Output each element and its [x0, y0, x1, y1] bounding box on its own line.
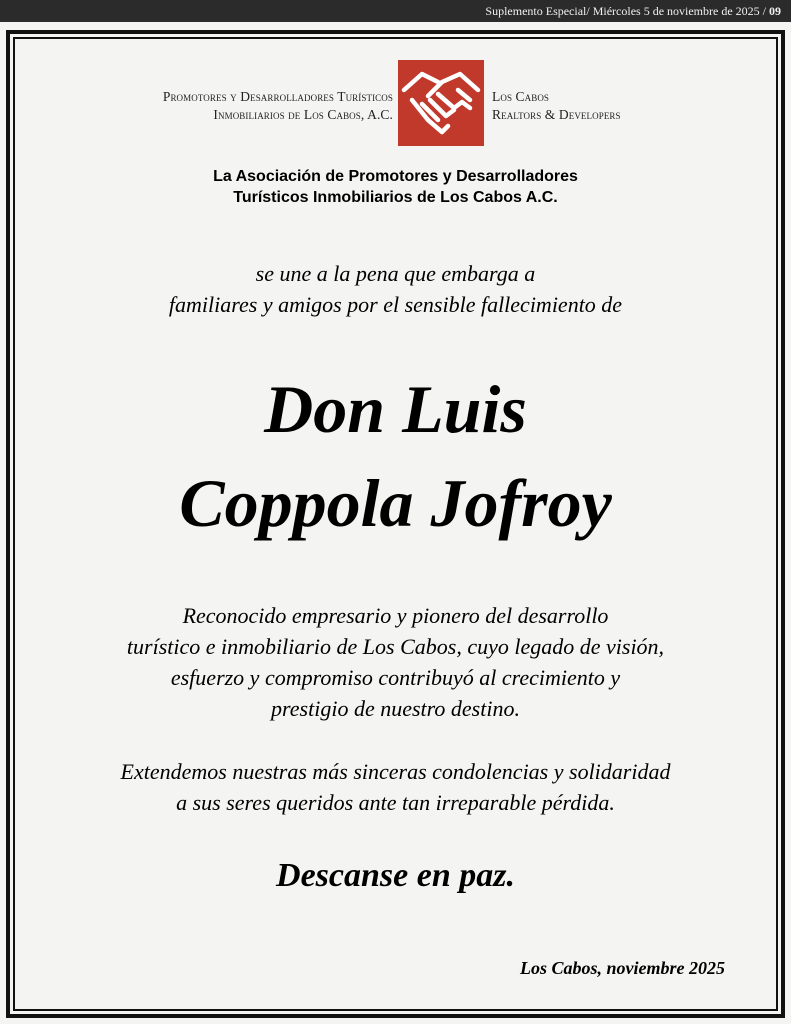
logo-right-line-1: Los Cabos [492, 89, 550, 104]
rest-in-peace: Descanse en paz. [276, 857, 515, 894]
association-line-1: La Asociación de Promotores y Desarrolladores [213, 168, 578, 185]
logo-left-line-1: Promotores y Desarrolladores Turísticos [162, 89, 393, 104]
association-name [0, 166, 791, 208]
intro-text [0, 258, 791, 320]
deceased-name [0, 362, 791, 550]
logo-right-line-2: Realtors & Developers [492, 107, 621, 122]
tribute-line-4: prestigio de nuestro destino. [271, 696, 520, 721]
page-number: 09 [769, 4, 781, 18]
condolences-line-1: Extendemos nuestras más sinceras condolencias y solidaridad [120, 759, 671, 784]
intro-line-2: familiares y amigos por el sensible fallecimiento de [168, 292, 623, 317]
association-line-2: Turísticos Inmobiliarios de Los Cabos A.C. [233, 189, 558, 206]
association-logo [0, 60, 791, 146]
handshake-icon [398, 60, 484, 146]
tribute-line-1: Reconocido empresario y pionero del desarrollo [182, 603, 609, 628]
logo-text-left [87, 88, 393, 124]
tribute-text [0, 600, 791, 724]
logo-text-right [492, 88, 682, 124]
condolences-line-2: a sus seres queridos ante tan irreparable pérdida. [176, 790, 615, 815]
deceased-name-line-1: Don Luis [264, 371, 527, 447]
logo-left-line-2: Inmobiliarios de Los Cabos, A.C. [213, 107, 393, 122]
tribute-line-3: esfuerzo y compromiso contribuyó al crecimiento y [170, 665, 621, 690]
page-header [0, 0, 791, 22]
tribute-line-2: turístico e inmobiliario de Los Cabos, cuyo legado de visión, [126, 634, 665, 659]
supplement-label: Suplemento Especial/ Miércoles 5 de noviembre de 2025 / [485, 4, 769, 18]
signature-line: Los Cabos, noviembre 2025 [520, 958, 725, 978]
condolences-text [0, 756, 791, 818]
intro-line-1: se une a la pena que embarga a [255, 261, 536, 286]
deceased-name-line-2: Coppola Jofroy [179, 465, 612, 541]
